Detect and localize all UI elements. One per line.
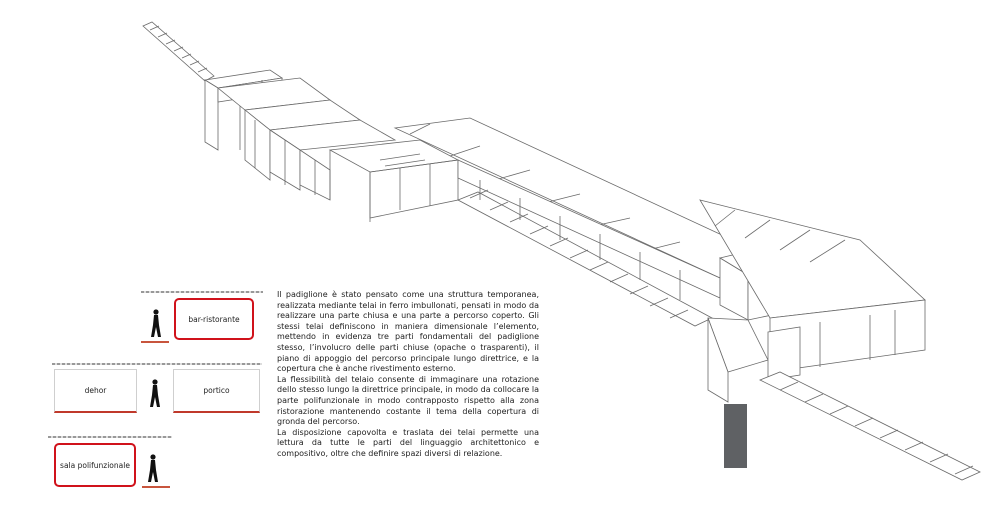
person-icon: [148, 379, 162, 409]
dehor-label: dehor: [84, 386, 107, 395]
portico-box: [173, 369, 260, 413]
grey-pillar: [724, 404, 747, 468]
sala-polifunzionale-label: sala polifunzionale: [60, 460, 130, 470]
portico-label: portico: [203, 386, 230, 395]
dehor-box: [54, 369, 137, 413]
sala-polifunzionale-box: [54, 443, 136, 487]
legend-base-line: [142, 486, 170, 488]
legend-bar-ristorante: [141, 291, 263, 347]
exit-walkway: [760, 372, 980, 480]
open-frame-module: [330, 140, 458, 222]
roof-upper: [218, 78, 395, 200]
description-paragraph-1: Il padiglione è stato pensato come una struttura temporanea, realizzata mediante telai in ferro imbullonati, pensati in modo da realizzare una parte chiusa e una parte a percorso coperto. Gli stessi telai definiscono in maniera dimensionale l’elemento, mettendo in evidenza tre parti fondamentali del padiglione stesso, l’involucro delle parti chiuse (opache o trasparenti), il piano di appoggio del percorso principale lungo direttrice, e la copertura che è anche rivestimento esterno.: [277, 290, 539, 374]
person-icon: [146, 454, 160, 484]
bar-ristorante-box: [174, 298, 254, 340]
description-paragraph-3: La disposizione capovolta e traslata dei telai permette una lettura da tutte le parti del linguaggio architettonico e compositivo, oltre che definire spazi diversi di relazione.: [277, 427, 539, 458]
legend-top-line: [141, 291, 263, 293]
description-paragraph-2: La flessibilità del telaio consente di immaginare una rotazione dello stesso lungo la direttrice principale, in modo da collocare la parte polifunzionale in modo contrapposto rispetto alla zona ristorazione mantenendo costante il tema della copertura di gronda del percorso.: [277, 374, 539, 427]
legend-top-line: [52, 363, 262, 365]
legend-sala-polifunzionale: [48, 436, 172, 492]
legend-top-line: [48, 436, 172, 438]
person-icon: [149, 309, 163, 339]
description-text: [277, 290, 539, 460]
entry-walkway: [143, 22, 214, 81]
legend-dehor-portico: [52, 363, 262, 415]
bar-ristorante-label: bar-ristorante: [188, 314, 240, 324]
legend-base-line: [141, 341, 169, 343]
